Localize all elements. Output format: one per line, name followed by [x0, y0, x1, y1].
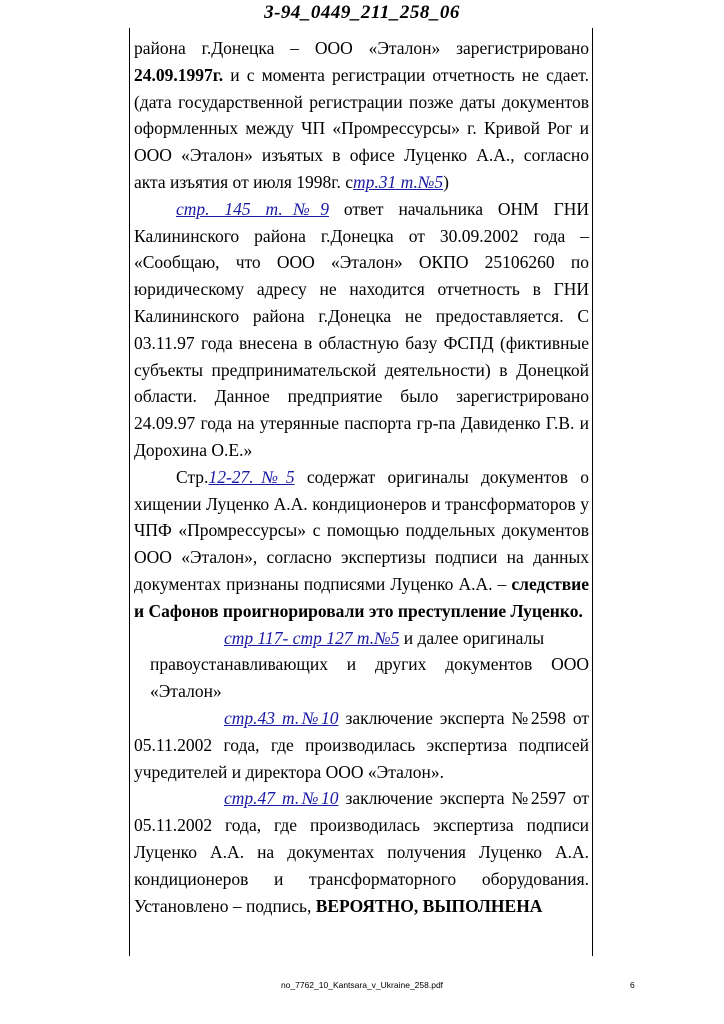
reference-link-p47-v10[interactable]: стр.47 т.№10 — [224, 788, 339, 809]
paragraph-further-originals-line1: стр 117- стр 127 т.№5 и далее оригиналы — [224, 627, 545, 648]
right-margin-rule — [592, 28, 593, 956]
paragraph-expert-conclusion-2597: стр.47 т.№10 заключение эксперта №2597 от 05.11.2002 года, где производилась экспертиза подписи Луценко А.А. на документах получения Луценко А.А. кондиционеров и трансформаторного оборудования. Установлено – подпись, ВЕРОЯТНО, ВЫПОЛНЕНА — [134, 788, 589, 916]
footer-page-number: 6 — [630, 980, 635, 990]
reference-link-p117-127-v5[interactable]: стр 117- стр 127 т.№5 — [224, 627, 400, 648]
paragraph-tax-inspection-reply: стр. 145 т.№9 ответ начальника ОНМ ГНИ Калининского района г.Донецка от 30.09.2002 года – «Сообщаю, что ООО «Эталон» ОКПО 25106260 по юридическому адресу не находится отчетность в ГНИ Калининского района г.Донецка не предоставляется. С 03.11.97 года внесена в областную базу ФСПД (фиктивные субъекты предпринимательской деятельности) в Донецкой области. Данное предприятие было зарегистрировано 24.09.97 года на утерянные паспорта гр-па Давиденко Г.В. и Дорохина О.Е.» — [134, 198, 589, 460]
paragraph-original-documents: Стр.12-27.№5 содержат оригиналы документов о хищении Луценко А.А. кондиционеров и трансформаторов у ЧПФ «Промрессурсы» с помощью поддельных документов ООО «Эталон», согласно экспертизы подписи на данных документах признаны подписями Луценко А.А. – следствие и Сафонов проигнорировали это преступление Луценко. — [134, 466, 589, 621]
document-header-title: 3-94_0449_211_258_06 — [264, 2, 460, 23]
reference-link-p145-v9[interactable]: стр. 145 т.№9 — [176, 198, 329, 219]
bold-probable-statement: ВЕРОЯТНО, ВЫПОЛНЕНА — [315, 895, 543, 916]
reference-link-p31-v5[interactable]: тр.31 т.№5 — [352, 171, 444, 192]
bold-statement: следствие и Сафонов проигнорировали это преступление Луценко. — [134, 573, 589, 621]
paragraph-etalon-registration: района г.Донецка – ООО «Эталон» зарегистрировано 24.09.1997г. и с момента регистрации отчетность не сдает. (дата государственной регистрации позже даты документов оформленных между ЧП «Промрессурсы» г. Кривой Рог и ООО «Эталон» изъятых в офисе Луценко А.А., согласно акта изъятия от июля 1998г. стр.31 т.№5) — [134, 38, 589, 192]
paragraph-expert-conclusion-2598: стр.43 т.№10 заключение эксперта №2598 от 05.11.2002 года, где производилась экспертиза подписей учредителей и директора ООО «Эталон». — [134, 707, 589, 782]
document-body — [134, 35, 589, 919]
left-margin-rule — [129, 28, 130, 956]
footer-filename: no_7762_10_Kantsara_v_Ukraine_258.pdf — [280, 980, 444, 990]
registration-date: 24.09.1997г. — [134, 64, 224, 85]
reference-link-p12-27-v5[interactable]: 12-27.№5 — [208, 466, 295, 487]
paragraph-further-originals-rest: правоустанавливающих и других документов ООО «Эталон» — [150, 654, 589, 702]
reference-link-p43-v10[interactable]: стр.43 т.№10 — [224, 707, 339, 728]
